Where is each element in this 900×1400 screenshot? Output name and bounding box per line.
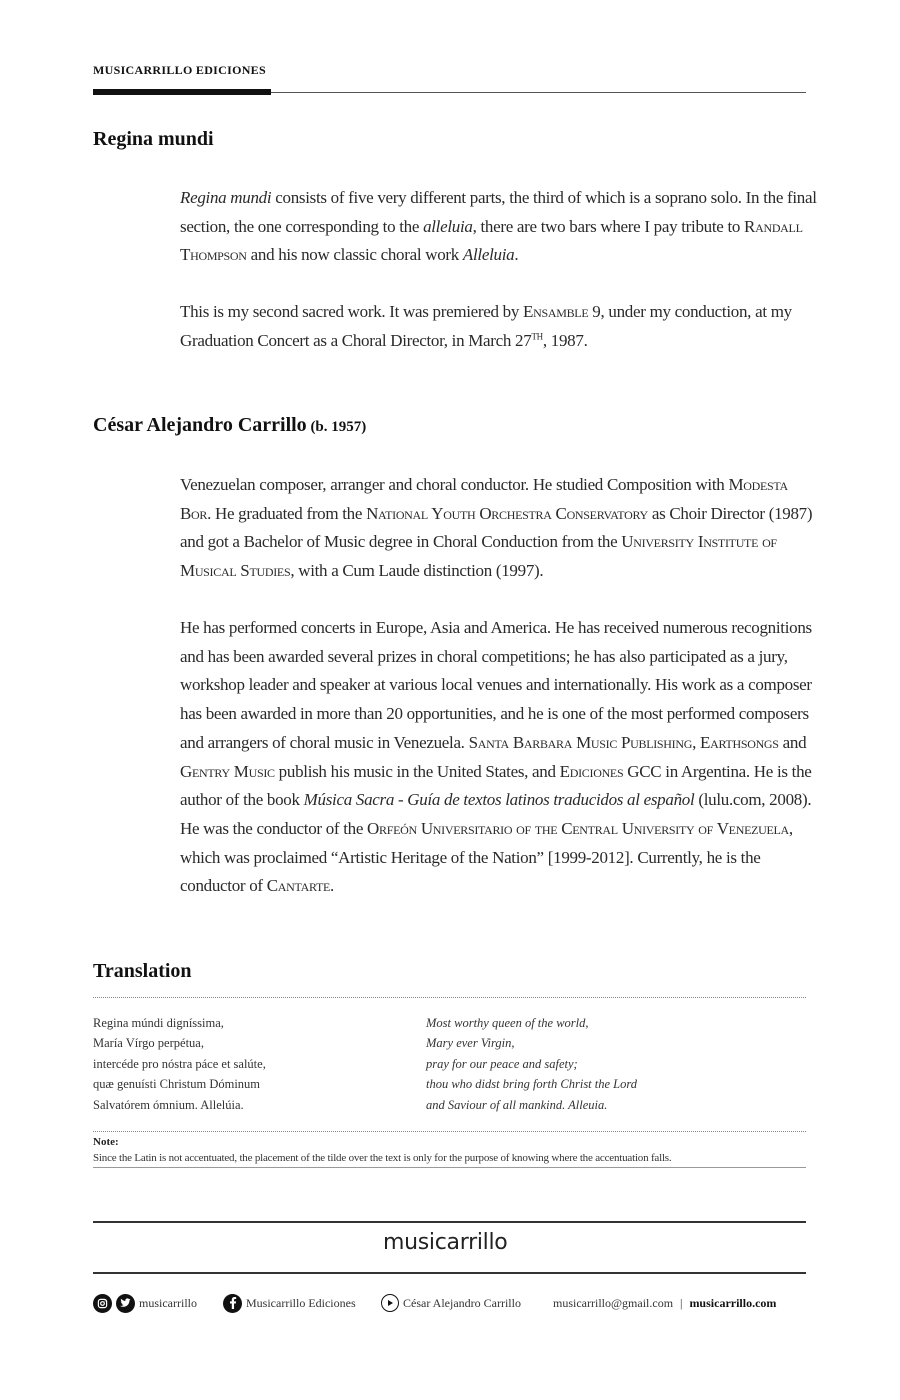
text: . xyxy=(514,245,519,265)
work-title: Regina mundi xyxy=(180,188,272,207)
teacher-name: Modesta Bor xyxy=(180,475,788,523)
publisher-name: Santa Barbara Music Publishing xyxy=(468,732,693,752)
latin-line: intercéde pro nóstra páce et salúte, xyxy=(93,1056,266,1071)
text: He has performed concerts in Europe, Asia and America. He has received numerous recognitions and has been awarded several prizes in choral competitions; he has also participated as a jury, workshop leader and speaker at various local venues and internationally. His work as a composer has been awarded in more than 20 opportunities, and he is one of the most performed composers and arrangers of choral music in Venezuela. xyxy=(180,618,812,752)
social-instagram-twitter[interactable] xyxy=(93,1292,197,1314)
birth-year: (b. 1957) xyxy=(306,419,367,435)
note-label: Note: xyxy=(93,1136,119,1148)
composer-name: Randall Thompson xyxy=(180,216,803,265)
header-rule-accent xyxy=(93,89,271,95)
regina-mundi-paragraph-1 xyxy=(180,184,820,270)
section-title-regina-mundi: Regina mundi xyxy=(93,128,214,150)
english-line: thou who didst bring forth Christ the Lord xyxy=(426,1077,638,1092)
latin-line: quæ genuísti Christum Dóminum xyxy=(93,1077,261,1092)
social-youtube[interactable] xyxy=(381,1292,521,1314)
facebook-name: Musicarrillo Ediciones xyxy=(246,1295,356,1310)
youtube-channel: César Alejandro Carrillo xyxy=(403,1295,521,1310)
latin-line: Salvatórem ómnium. Allelúia. xyxy=(93,1097,244,1112)
section-title-composer xyxy=(93,414,366,437)
text: , xyxy=(692,732,700,752)
divider xyxy=(93,997,806,998)
publisher-name: Ediciones xyxy=(559,761,624,781)
ordinal-suffix: TH xyxy=(531,331,543,342)
text: GCC in Argentina. He is the author of the book xyxy=(180,761,812,810)
text: . xyxy=(330,876,334,896)
instagram-icon xyxy=(93,1294,112,1313)
twitter-icon xyxy=(116,1294,135,1313)
latin-text xyxy=(93,1013,413,1115)
email-link[interactable]: musicarrillo@gmail.com xyxy=(553,1295,674,1310)
english-line: Most worthy queen of the world, xyxy=(426,1016,589,1030)
text: Venezuelan composer, arranger and choral conductor. He studied Composition with xyxy=(180,475,729,494)
divider xyxy=(93,1131,806,1132)
contact-info xyxy=(553,1292,776,1314)
separator: | xyxy=(680,1295,683,1310)
facebook-icon xyxy=(223,1294,242,1313)
english-line: pray for our peace and safety; xyxy=(426,1056,578,1071)
latin-line: Regina múndi digníssima, xyxy=(93,1016,224,1030)
text: 9, under my conduction, at my Graduation Concert as a Choral Director, in March 27 xyxy=(180,302,792,350)
social-facebook[interactable] xyxy=(223,1292,356,1314)
text: and his now classic choral work xyxy=(246,245,463,265)
choir-name: Orfeón Universitario of the Central University of Venezuela xyxy=(367,818,789,838)
current-choir-name: Cantarte xyxy=(266,876,330,896)
biography-paragraph-2 xyxy=(180,614,820,901)
english-line: and Saviour of all mankind. Alleuia. xyxy=(426,1097,608,1112)
publisher-name: Earthsongs xyxy=(700,732,779,752)
book-title: Música Sacra - Guía de textos latinos traducidos al español xyxy=(303,790,695,810)
text: , which was proclaimed “Artistic Heritage of the Nation” [1999-2012]. Currently, he is the conductor of xyxy=(180,818,793,896)
composer-name: César Alejandro Carrillo xyxy=(93,414,307,436)
text: (lulu.com, 2008). He was the conductor of the xyxy=(180,790,812,838)
publisher-header: MUSICARRILLO EDICIONES xyxy=(93,63,266,77)
website-link[interactable]: musicarrillo.com xyxy=(689,1295,777,1310)
publisher-name: Gentry Music xyxy=(180,761,275,781)
school-name: National Youth Orchestra Conservatory xyxy=(366,503,648,523)
footer-rule xyxy=(93,1272,806,1274)
musicarrillo-logo: musicarrillo xyxy=(383,1230,508,1255)
institute-name: University Institute of Musical Studies xyxy=(180,532,777,581)
text: , 1987. xyxy=(542,330,588,350)
english-line: Mary ever Virgin, xyxy=(426,1036,515,1051)
text: and xyxy=(778,732,807,752)
footer-rule xyxy=(93,1221,806,1223)
divider xyxy=(93,1167,806,1168)
latin-line: María Vírgo perpétua, xyxy=(93,1036,204,1051)
text: as Choir Director (1987) and got a Bachelor of Music degree in Choral Conduction from the xyxy=(180,503,813,552)
alleluia-term: alleluia xyxy=(423,216,473,236)
regina-mundi-paragraph-2 xyxy=(180,298,820,355)
text: This is my second sacred work. It was premiered by xyxy=(180,302,524,321)
text: publish his music in the United States, and xyxy=(274,761,560,781)
english-translation xyxy=(426,1013,786,1115)
text: , there are two bars where I pay tribute to xyxy=(472,216,745,236)
text: consists of five very different parts, the third of which is a soprano solo. In the final section, the one corresponding to the xyxy=(180,188,817,236)
note-text: Since the Latin is not accentuated, the placement of the tilde over the text is only for the purpose of knowing where the accentuation falls. xyxy=(93,1152,672,1164)
section-title-translation: Translation xyxy=(93,960,192,982)
social-handle: musicarrillo xyxy=(139,1295,197,1310)
text: , with a Cum Laude distinction (1997). xyxy=(290,561,544,581)
work-title-alleluia: Alleluia xyxy=(462,245,515,265)
youtube-play-icon xyxy=(381,1294,399,1312)
text: . He graduated from the xyxy=(207,503,367,523)
biography-paragraph-1 xyxy=(180,471,820,586)
ensemble-name: Ensamble xyxy=(523,302,589,321)
